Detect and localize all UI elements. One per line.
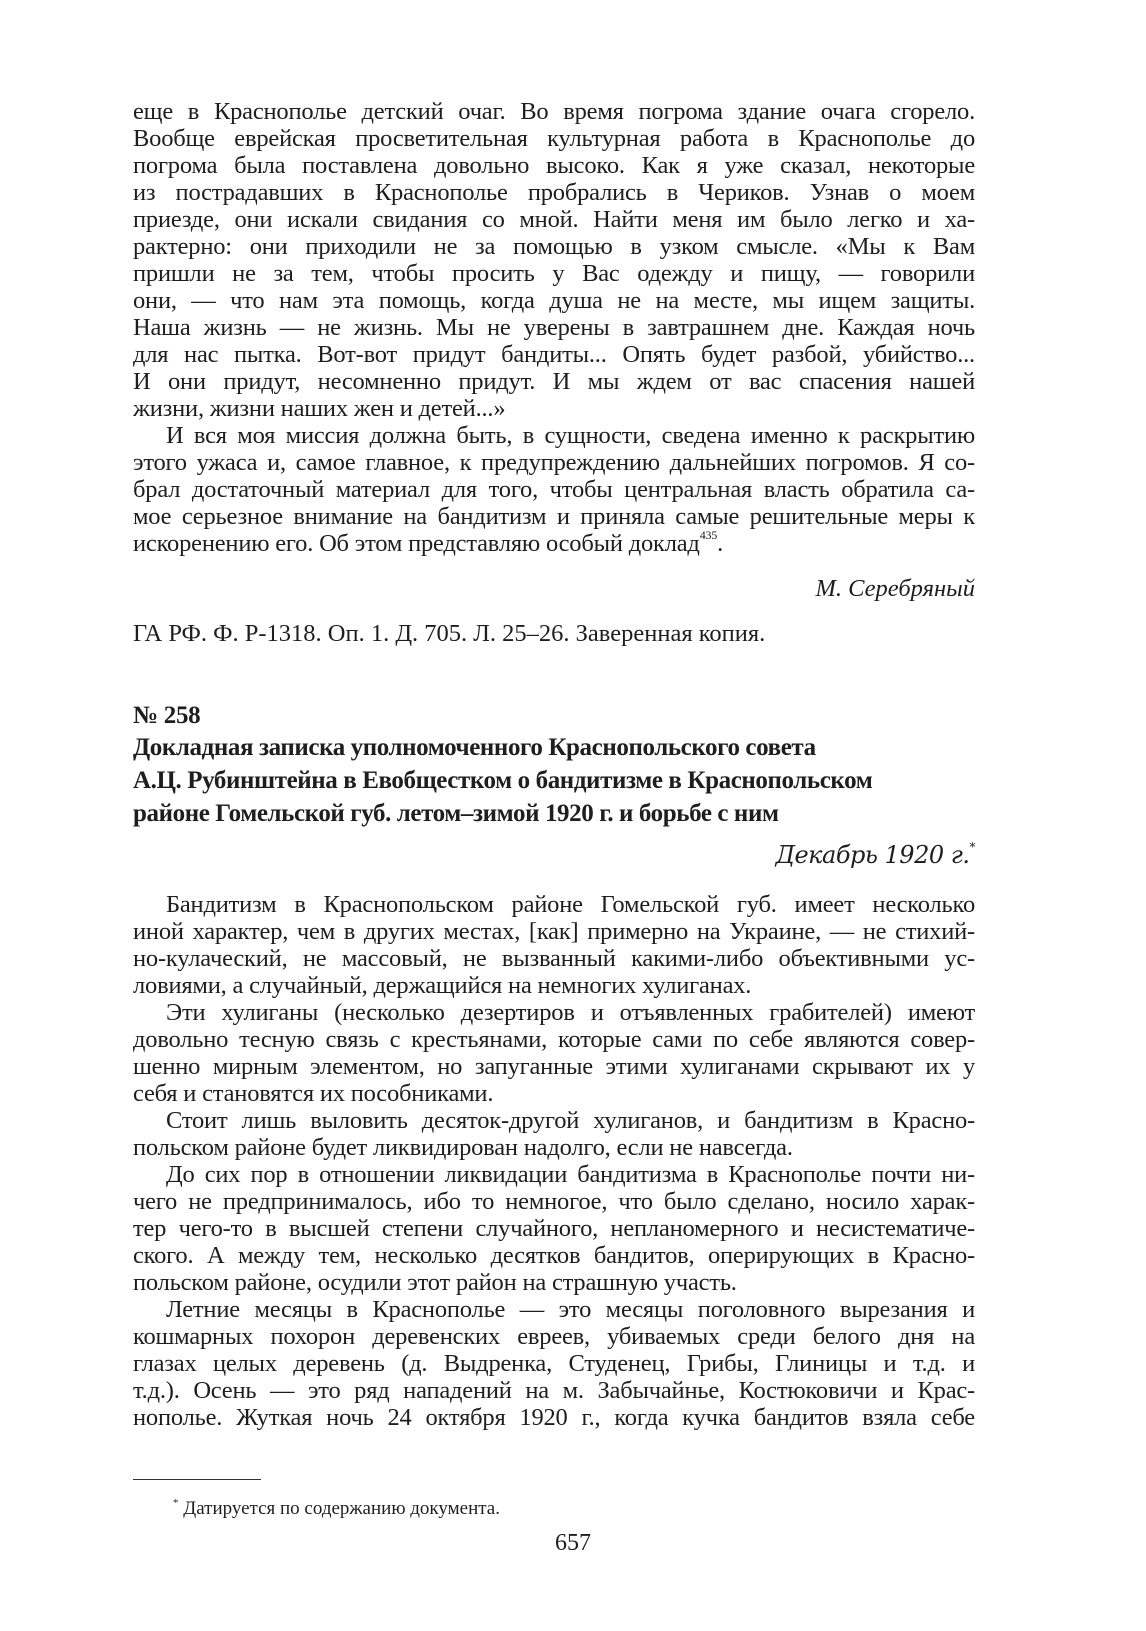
text-line: из пострадавших в Краснополье пробрались в Чериков. Узнав о моем — [133, 179, 975, 206]
document-date — [133, 842, 975, 869]
text-line: мое серьезное внимание на бандитизм и приняла самые решительные меры к — [133, 503, 975, 530]
text-fragment: . — [717, 530, 724, 557]
text-line: глазах целых деревень (д. Выдренка, Студенец, Грибы, Глиницы и т.д. и — [133, 1350, 975, 1377]
title-line: Докладная записка уполномоченного Краснопольского совета — [133, 734, 816, 761]
document-number: № 258 — [133, 702, 201, 729]
text-line: ловиями, а случайный, держащийся на немногих хулиганах. — [133, 972, 752, 999]
text-fragment: искоренению его. Об этом представляю особый доклад — [133, 530, 700, 557]
text-line: тер чего-то в высшей степени случайного, непланомерного и несистематиче- — [133, 1215, 975, 1242]
text-line: чего не предпринималось, ибо то немногое, что было сделано, носило харак- — [133, 1188, 975, 1215]
paragraph — [133, 98, 975, 422]
text-line: но-кулаческий, не массовый, не вызванный какими-либо объективными ус- — [133, 945, 975, 972]
title-line: А.Ц. Рубинштейна в Евобщестком о бандитизме в Краснопольском — [133, 767, 873, 794]
date-text: Декабрь 1920 г. — [775, 841, 970, 869]
text-line: приезде, они искали свидания со мной. Найти меня им было легко и ха- — [133, 206, 975, 233]
text-line: этого ужаса и, самое главное, к предупреждению дальнейших погромов. Я со- — [133, 449, 975, 476]
text-line: для нас пытка. Вот-вот придут бандиты... Опять будет разбой, убийство... — [133, 341, 975, 368]
text-line: Летние месяцы в Краснополье — это месяцы поголовного вырезания и — [166, 1296, 975, 1323]
text-line: иной характер, чем в других местах, [как] примерно на Украине, — не стихий- — [133, 918, 975, 945]
text-line: нополье. Жуткая ночь 24 октября 1920 г., когда кучка бандитов взяла себе — [133, 1404, 975, 1431]
footnote-reference[interactable]: * — [969, 840, 975, 854]
text-line: брал достаточный материал для того, чтобы центральная власть обратила са- — [133, 476, 975, 503]
paragraph — [133, 1296, 975, 1431]
document-body — [133, 891, 975, 1431]
text-line: рактерно: они приходили не за помощью в узком смысле. «Мы к Вам — [133, 233, 975, 260]
page-body — [133, 98, 975, 1431]
footnote-text: Датируется по содержанию документа. — [183, 1498, 500, 1519]
footnote-mark: * — [173, 1497, 179, 1509]
page-number: 657 — [555, 1530, 591, 1556]
text-line — [133, 530, 975, 557]
text-line: еще в Краснополье детский очаг. Во время погрома здание очага сгорело. — [133, 98, 975, 125]
text-line: т.д.). Осень — это ряд нападений на м. Забычайнье, Костюковичи и Крас- — [133, 1377, 975, 1404]
footnote-reference[interactable]: 435 — [699, 528, 718, 542]
text-line: Вообще еврейская просветительная культурная работа в Краснополье до — [133, 125, 975, 152]
text-line: польском районе, осудили этот район на страшную участь. — [133, 1269, 737, 1296]
paragraph — [133, 1107, 975, 1161]
text-line: польском районе будет ликвидирован надолго, если не навсегда. — [133, 1134, 793, 1161]
document-title — [133, 731, 975, 830]
paragraph — [133, 999, 975, 1107]
text-line: жизни, жизни наших жен и детей...» — [133, 395, 506, 422]
text-line: И вся моя миссия должна быть, в сущности, сведена именно к раскрытию — [166, 422, 975, 449]
text-line: пришли не за тем, чтобы просить у Вас одежду и пищу, — говорили — [133, 260, 975, 287]
text-line: Наша жизнь — не жизнь. Мы не уверены в завтрашнем дне. Каждая ночь — [133, 314, 975, 341]
footnote-divider — [133, 1479, 261, 1480]
text-line: погрома была поставлена довольно высоко. Как я уже сказал, некоторые — [133, 152, 975, 179]
text-line: шенно мирным элементом, но запуганные этими хулиганами скрывают их у — [133, 1053, 975, 1080]
text-line: И они придут, несомненно придут. И мы ждем от вас спасения нашей — [133, 368, 975, 395]
text-line: довольно тесную связь с крестьянами, которые сами по себе являются совер- — [133, 1026, 975, 1053]
footnote — [173, 1491, 500, 1521]
paragraph — [133, 1161, 975, 1296]
text-line: себя и становятся их пособниками. — [133, 1080, 494, 1107]
text-line: Стоит лишь выловить десяток-другой хулиганов, и бандитизм в Красно- — [166, 1107, 975, 1134]
title-line: районе Гомельской губ. летом–зимой 1920 г. и борьбе с ним — [133, 800, 779, 827]
signature: М. Серебряный — [815, 575, 975, 602]
text-line: Бандитизм в Краснопольском районе Гомельской губ. имеет несколько — [166, 891, 975, 918]
text-line: ского. А между тем, несколько десятков бандитов, оперирующих в Красно- — [133, 1242, 975, 1269]
text-line: они, — что нам эта помощь, когда душа не на месте, мы ищем защиты. — [133, 287, 975, 314]
archive-reference: ГА РФ. Ф. Р-1318. Оп. 1. Д. 705. Л. 25–26. Заверенная копия. — [133, 620, 766, 647]
paragraph — [133, 891, 975, 999]
text-line: кошмарных похорон деревенских евреев, убиваемых среди белого дня на — [133, 1323, 975, 1350]
text-line: Эти хулиганы (несколько дезертиров и отъявленных грабителей) имеют — [166, 999, 975, 1026]
paragraph — [133, 422, 975, 557]
text-line: До сих пор в отношении ликвидации бандитизма в Краснополье почти ни- — [166, 1161, 975, 1188]
